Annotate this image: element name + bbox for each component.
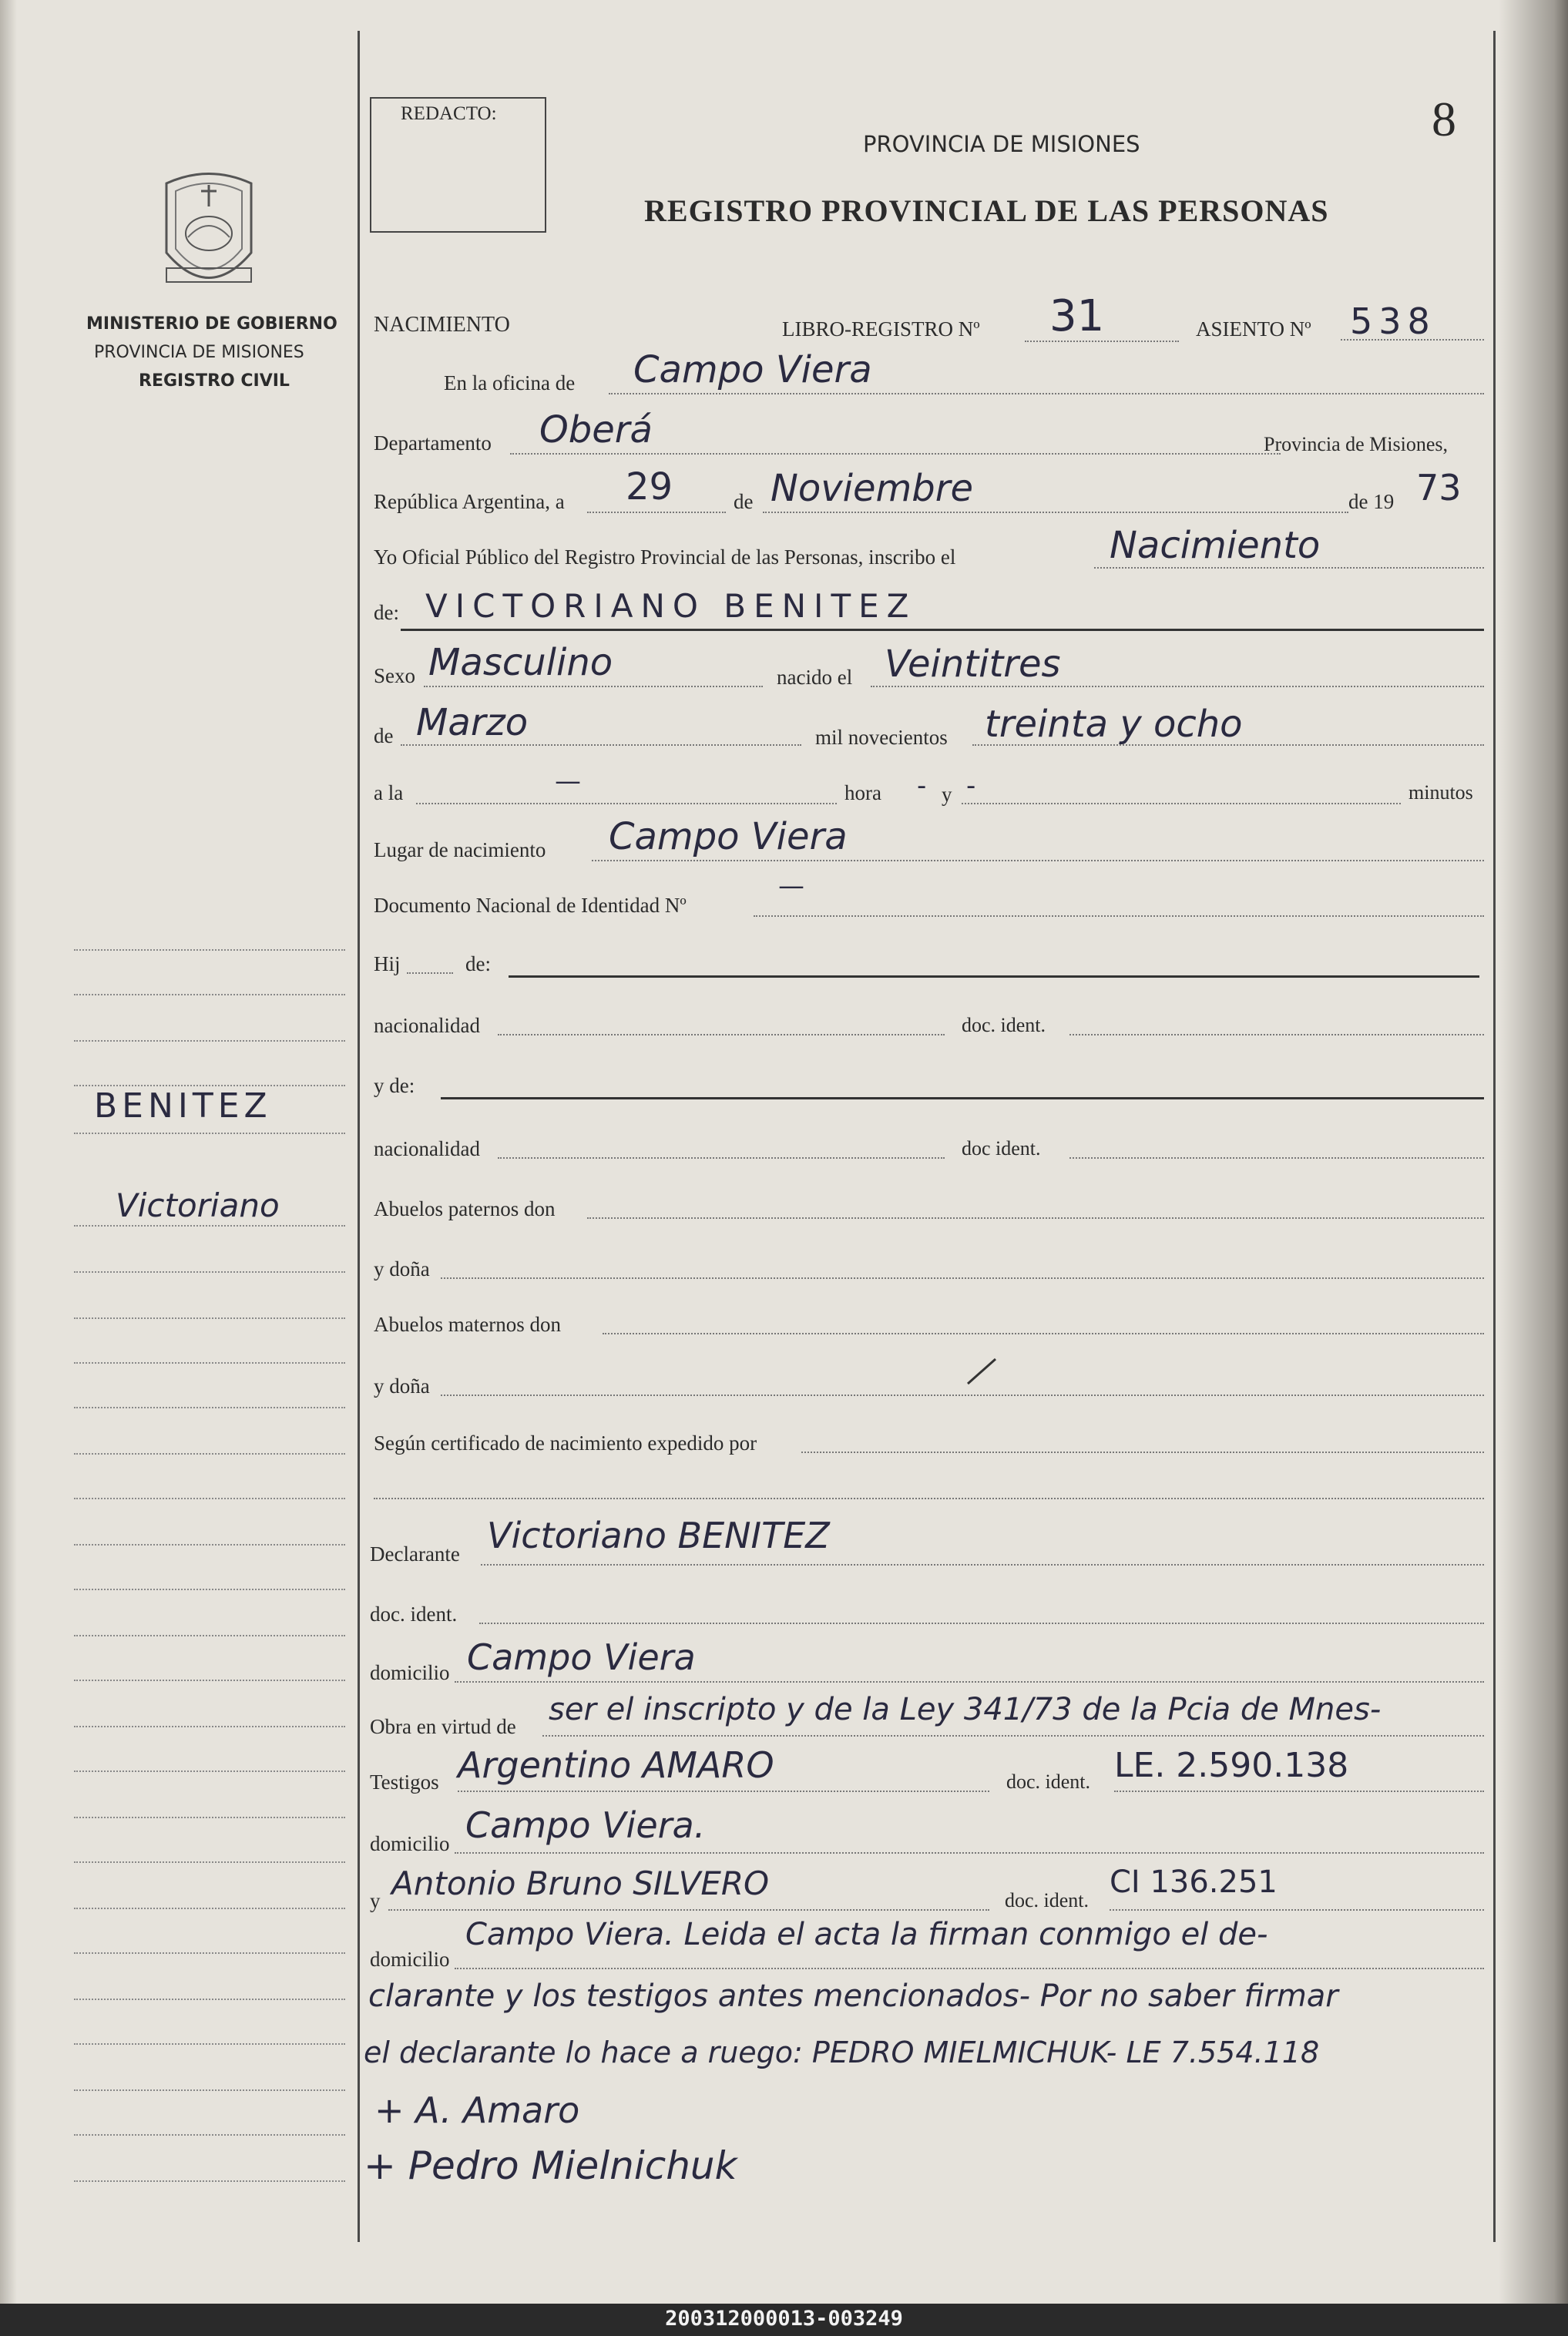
dni-label: Documento Nacional de Identidad Nº (374, 894, 687, 917)
margin-rule (74, 1589, 345, 1590)
nacionalidad-rule (498, 1034, 945, 1035)
margin-rule (74, 1770, 345, 1772)
provincia-label: Provincia de Misiones, (1264, 433, 1449, 455)
oficial-rule (1094, 567, 1484, 569)
declarante-label: Declarante (370, 1542, 460, 1566)
margin-rule (74, 1952, 345, 1954)
oficial-value: Nacimiento (1110, 524, 1321, 567)
hora-label: hora (844, 781, 881, 804)
sexo-value: Masculino (428, 641, 613, 684)
binding-fold (0, 0, 17, 2304)
declarante-rule (481, 1564, 1484, 1566)
nacimiento-label: NACIMIENTO (374, 313, 510, 337)
margin-rule (74, 1861, 345, 1863)
nacido-rule (871, 686, 1484, 687)
departamento-label: Departamento (374, 431, 492, 455)
de-label: de (734, 490, 754, 513)
margin-rule (74, 2089, 345, 2091)
margin-rule (74, 1225, 345, 1227)
domicilio3-rule (455, 1968, 1484, 1969)
mes-value: Noviembre (771, 467, 974, 510)
testigo2-doc-rule (1110, 1909, 1484, 1911)
signature-mielnichuk: + Pedro Mielnichuk (364, 2143, 737, 2188)
abuelos-pat-rule (587, 1217, 1484, 1219)
margin-rule (74, 1680, 345, 1681)
margin-rule (74, 1317, 345, 1319)
testigo1-value: Argentino AMARO (458, 1744, 774, 1786)
doc-ident5-label: doc. ident. (1005, 1889, 1090, 1911)
y-de-label: y de: (374, 1074, 415, 1097)
sexo-label: Sexo (374, 664, 415, 687)
mil-label: mil novecientos (815, 726, 948, 749)
oficina-label: En la oficina de (444, 371, 576, 394)
segun-label: Según certificado de nacimiento expedido por (374, 1431, 757, 1455)
oficina-rule (609, 393, 1484, 394)
registry-label: REGISTRO CIVIL (139, 371, 290, 391)
lugar-rule (592, 860, 1484, 861)
testigo2-doc: CI 136.251 (1110, 1864, 1278, 1900)
margin-rule (74, 1817, 345, 1818)
de-mes-label: de (374, 724, 394, 747)
margin-rule (74, 1407, 345, 1408)
page-number: 8 (1432, 92, 1456, 146)
nacido-label: nacido el (777, 666, 853, 689)
obra-value: ser el inscripto y de la Ley 341/73 de la Pcia de Mnes- (549, 1692, 1382, 1727)
sexo-rule (424, 686, 763, 687)
hij-rule (407, 972, 453, 974)
ministry-label: MINISTERIO DE GOBIERNO (86, 314, 337, 334)
domicilio2-rule (455, 1852, 1484, 1854)
testigo1-rule (458, 1791, 989, 1792)
margin-rule (74, 2134, 345, 2136)
segun-rule (801, 1452, 1484, 1453)
margin-rule (74, 2180, 345, 2182)
libro-label: LIBRO-REGISTRO Nº (782, 317, 980, 341)
testigo1-doc-rule (1114, 1791, 1484, 1792)
domicilio-value: Campo Viera (467, 1636, 696, 1678)
domicilio3-label: domicilio (370, 1948, 450, 1971)
a-la-label: a la (374, 781, 404, 804)
domicilio3-value: Campo Viera. Leida el acta la firman conmigo el de- (465, 1917, 1268, 1952)
libro-value: 31 (1049, 291, 1105, 341)
mes-rule (763, 512, 1348, 513)
domicilio-label: domicilio (370, 1661, 450, 1684)
y-label: y (942, 783, 952, 806)
left-border-line (358, 31, 360, 2242)
doc-ident-label: doc. ident. (962, 1014, 1046, 1036)
republica-label: República Argentina, a (374, 490, 565, 513)
y-dona-rule (441, 1277, 1484, 1279)
redacto-label: REDACTO: (401, 103, 497, 124)
margin-rule (74, 1133, 345, 1134)
province-label: PROVINCIA DE MISIONES (94, 343, 304, 362)
mes-nac-rule (401, 744, 801, 746)
nombre-value: VICTORIANO BENITEZ (425, 587, 917, 625)
margin-rule (74, 2043, 345, 2045)
domicilio2-label: domicilio (370, 1832, 450, 1855)
nacionalidad2-rule (498, 1157, 945, 1159)
abuelos-mat-label: Abuelos maternos don (374, 1313, 561, 1336)
doc-ident2-label: doc ident. (962, 1137, 1041, 1160)
anio-value: 73 (1416, 467, 1462, 508)
asiento-value: 538 (1350, 300, 1436, 342)
testigo2-value: Antonio Bruno SILVERO (391, 1864, 770, 1902)
redacto-box (370, 97, 546, 233)
nacido-value: Veintitres (885, 643, 1061, 686)
doc-ident4-label: doc. ident. (1006, 1770, 1091, 1793)
anio-nac-value: treinta y ocho (985, 703, 1243, 746)
departamento-rule (510, 453, 1281, 455)
header-province: PROVINCIA DE MISIONES (863, 131, 1140, 157)
domicilio2-value: Campo Viera. (465, 1804, 706, 1846)
abuelos-pat-label: Abuelos paternos don (374, 1197, 556, 1220)
dia-rule (587, 512, 726, 513)
testigos-label: Testigos (370, 1770, 439, 1794)
obra-label: Obra en virtud de (370, 1715, 516, 1738)
margin-name: Victoriano (116, 1186, 280, 1224)
doc-ident-rule (1069, 1034, 1484, 1035)
margin-rule (74, 949, 345, 951)
doc-ident2-rule (1069, 1157, 1484, 1159)
margin-rule (74, 1040, 345, 1042)
mes-nac-value: Marzo (416, 701, 529, 744)
hij-label: Hij (374, 952, 401, 975)
margin-rule (74, 1498, 345, 1499)
testigo2-rule (388, 1909, 989, 1911)
continuation-line-2: el declarante lo hace a ruego: PEDRO MIELMICHUK- LE 7.554.118 (364, 2036, 1320, 2069)
page-title: REGISTRO PROVINCIAL DE LAS PERSONAS (644, 193, 1329, 228)
declarante-value: Victoriano BENITEZ (487, 1515, 830, 1556)
minutos-label: minutos (1409, 781, 1473, 804)
domicilio-rule (455, 1681, 1484, 1683)
segun-rule-2 (374, 1498, 1484, 1499)
hora-value: - (917, 770, 927, 801)
departamento-value: Oberá (539, 408, 653, 451)
lugar-value: Campo Viera (609, 815, 848, 858)
right-border-line (1493, 31, 1496, 2242)
continuation-line-1: clarante y los testigos antes mencionados- Por no saber firmar (368, 1979, 1338, 2014)
margin-rule (74, 1362, 345, 1364)
doc-ident3-label: doc. ident. (370, 1603, 458, 1626)
de-nombre-label: de: (374, 601, 399, 624)
dia-value: 29 (626, 465, 673, 508)
y-de-rule (441, 1097, 1484, 1099)
margin-surname: BENITEZ (94, 1086, 272, 1126)
margin-rule (74, 1908, 345, 1909)
oficina-value: Campo Viera (633, 348, 872, 391)
nacionalidad-label: nacionalidad (374, 1014, 480, 1037)
margin-rule (74, 1453, 345, 1455)
asiento-label: ASIENTO Nº (1196, 317, 1311, 341)
doc-ident3-rule (479, 1623, 1484, 1624)
signature-amaro: + A. Amaro (374, 2089, 580, 2131)
minutos-value: - (966, 770, 976, 801)
hij-de-label: de: (465, 952, 491, 975)
nacionalidad2-label: nacionalidad (374, 1137, 480, 1160)
anio-label: de 19 (1348, 490, 1395, 513)
y-dona2-label: y doña (374, 1374, 430, 1398)
hij-de-rule (509, 975, 1479, 978)
margin-rule (74, 994, 345, 995)
abuelos-mat-rule (603, 1333, 1484, 1334)
oficial-label: Yo Oficial Público del Registro Provincial de las Personas, inscribo el (374, 545, 956, 569)
lugar-label: Lugar de nacimiento (374, 838, 546, 861)
minutos-rule (962, 803, 1401, 804)
obra-rule (542, 1735, 1484, 1737)
y-dona-label: y doña (374, 1257, 430, 1280)
margin-rule (74, 1726, 345, 1727)
testigo1-doc: LE. 2.590.138 (1114, 1746, 1349, 1785)
dni-value: — (778, 871, 804, 901)
pen-stroke-mark (965, 1356, 1000, 1387)
y2-label: y (370, 1889, 381, 1912)
page-edge (1499, 0, 1568, 2304)
a-la-value: — (555, 766, 581, 797)
margin-rule (74, 1999, 345, 2000)
nombre-rule (401, 629, 1484, 631)
provincial-seal-icon (151, 168, 267, 299)
image-caption: 200312000013-003249 (665, 2307, 903, 2331)
dni-rule (754, 915, 1484, 917)
y-dona2-rule (441, 1395, 1484, 1396)
margin-rule (74, 1271, 345, 1273)
a-la-rule (416, 803, 837, 804)
margin-rule (74, 1544, 345, 1546)
margin-rule (74, 1635, 345, 1636)
